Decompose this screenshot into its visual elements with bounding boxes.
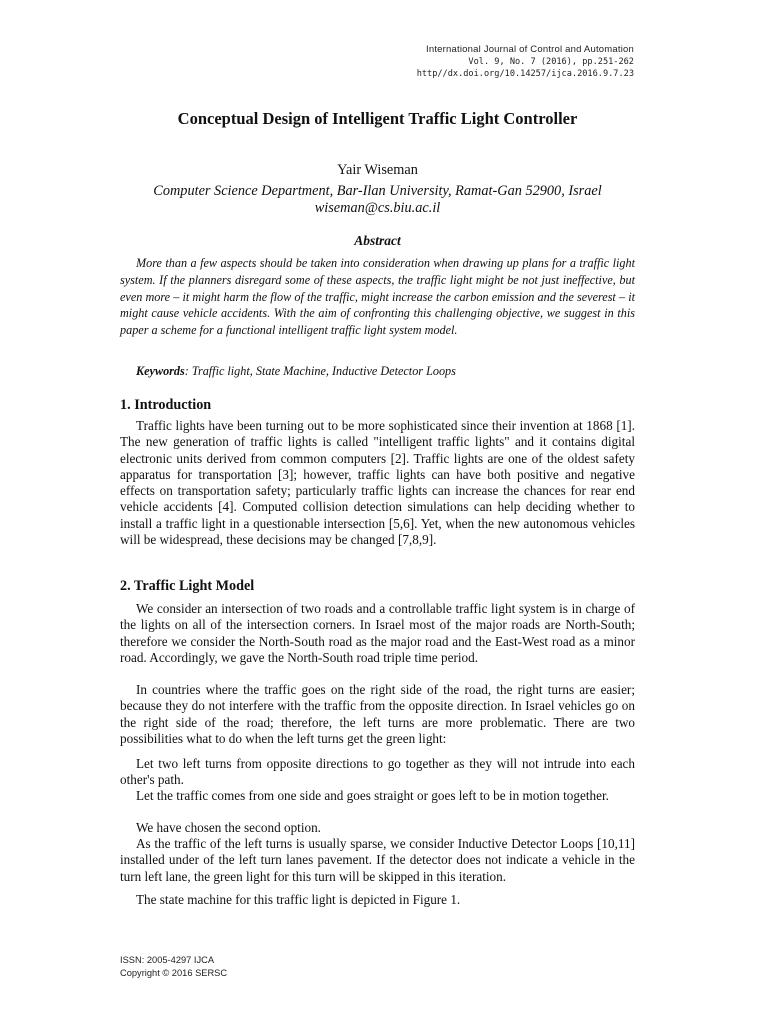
- author-email[interactable]: wiseman@cs.biu.ac.il: [314, 200, 441, 216]
- keywords-label: Keywords: [136, 364, 185, 378]
- model-paragraph: We have chosen the second option.: [136, 820, 321, 835]
- model-paragraph: In countries where the traffic goes on the right side of the road, the right turns are easier; because they do not interfere with the traffic from the opposite direction. In Israel vehicles go on the right side of the road; therefore, the left turns are more problematic. There are two possibilities what to do when the left turns get the green light:: [120, 682, 635, 746]
- section-heading-traffic-light-model: 2. Traffic Light Model: [120, 578, 255, 594]
- journal-volume: Vol. 9, No. 7 (2016), pp.251-262: [468, 57, 634, 67]
- journal-name: International Journal of Control and Automation: [426, 44, 634, 55]
- footer-issn: ISSN: 2005-4297 IJCA: [120, 955, 215, 965]
- keywords-text: : Traffic light, State Machine, Inductive Detector Loops: [184, 364, 456, 378]
- footer-copyright: Copyright © 2016 SERSC: [120, 968, 228, 978]
- model-paragraph: As the traffic of the left turns is usually sparse, we consider Inductive Detector Loops [10,11] installed under of the left turn lanes pavement. If the detector does not indicate a vehicle in the turn left lane, the green light for this turn will be skipped in this iteration.: [120, 836, 635, 884]
- paper-title: Conceptual Design of Intelligent Traffic Light Controller: [177, 109, 578, 128]
- author-affiliation: [120, 183, 635, 217]
- affiliation-text: Computer Science Department, Bar-Ilan University, Ramat-Gan 52900, Israel: [153, 183, 602, 199]
- author-name: Yair Wiseman: [337, 162, 418, 178]
- section-heading-introduction: 1. Introduction: [120, 397, 212, 413]
- model-paragraph: The state machine for this traffic light is depicted in Figure 1.: [136, 892, 461, 907]
- abstract-text: More than a few aspects should be taken into consideration when drawing up plans for a traffic light system. If the planners disregard some of these aspects, the traffic light might be not just ineffective, but even more – it might harm the flow of the traffic, might increase the carbon emission and the severest – it might cause vehicle accidents. With the aim of confronting this challenging objective, we suggest in this paper a scheme for a functional intelligent traffic light system model.: [120, 256, 635, 338]
- journal-doi[interactable]: http//dx.doi.org/10.14257/ijca.2016.9.7.23: [416, 69, 634, 79]
- keywords-line: [120, 363, 635, 380]
- model-paragraph: Let two left turns from opposite directions to go together as they will not intrude into each other's path.: [120, 756, 635, 788]
- abstract-heading: Abstract: [354, 233, 401, 248]
- model-paragraph: Let the traffic comes from one side and goes straight or goes left to be in motion together.: [136, 788, 609, 803]
- model-paragraph: We consider an intersection of two roads and a controllable traffic light system is in charge of the lights on all of the intersection corners. In Israel most of the major roads are North-South; therefore we consider the North-South road as the major road and the East-West road as a minor road. Accordingly, we gave the North-South road triple time period.: [120, 601, 635, 665]
- introduction-paragraph: Traffic lights have been turning out to be more sophisticated since their invention at 1868 [1]. The new generation of traffic lights is called "intelligent traffic lights" and it contains digital electronic units derived from common computers [2]. Traffic lights are one of the oldest safety apparatus for transportation [3]; however, traffic lights can have both positive and negative effects on transportation safety; particularly traffic lights can increase the chances for rear end vehicle accidents [4]. Computed collision detection simulations can help deciding whether to install a traffic light in a questionable intersection [5,6]. Yet, when the new autonomous vehicles will be widespread, these decisions may be changed [7,8,9].: [120, 418, 635, 548]
